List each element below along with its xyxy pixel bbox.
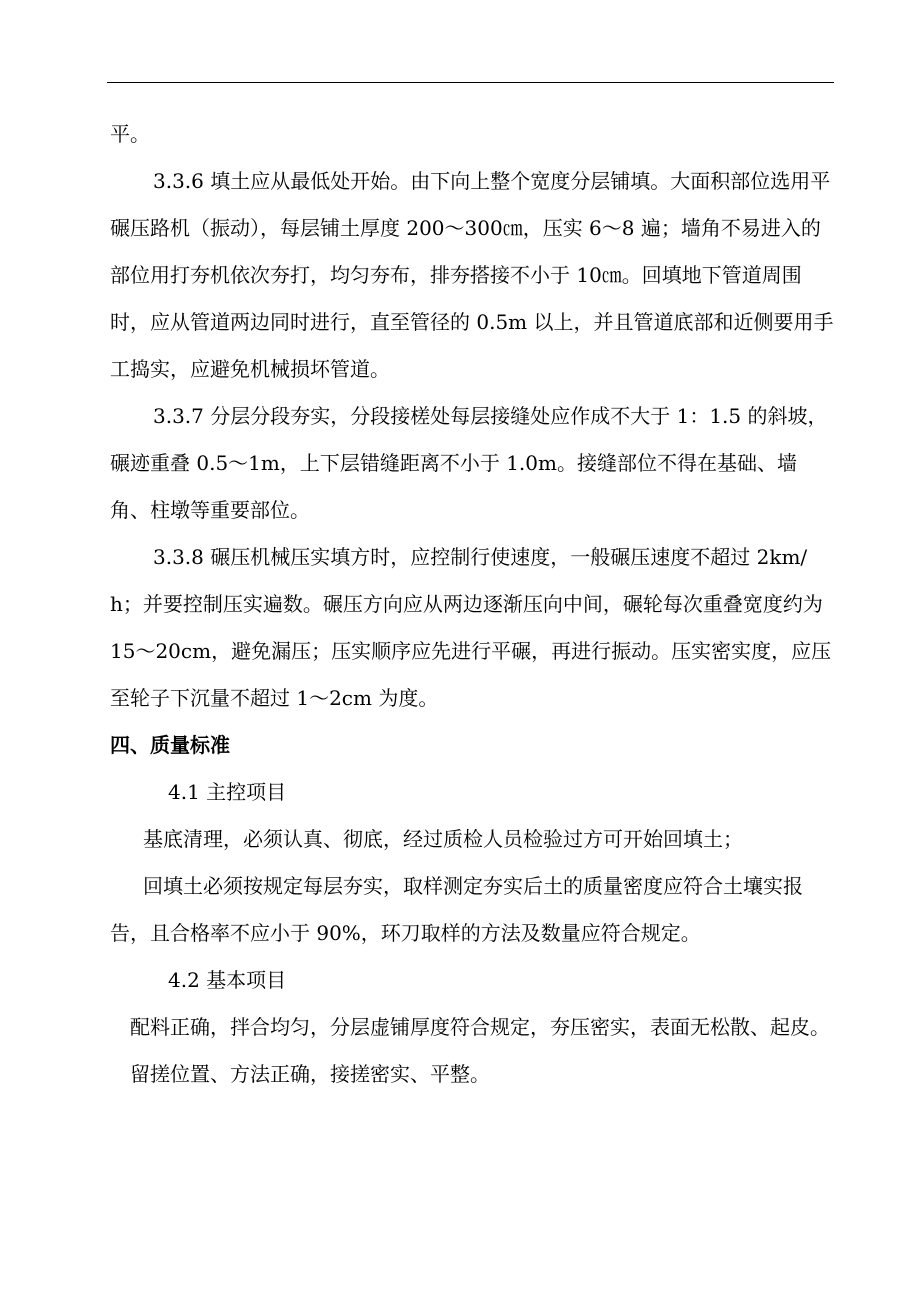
paragraph-3-3-8: 3.3.8 碾压机械压实填方时，应控制行使速度，一般碾压速度不超过 2km/h；并要控制压实遍数。碾压方向应从两边逐渐压向中间，碾轮每次重叠宽度约为 15～20cm，避免漏压；压实顺序应先进行平碾，再进行振动。压实密实度，应压至轮子下沉量不超过 1～2cm 为度。	[110, 545, 832, 710]
paragraph-3-3-6: 3.3.6 填土应从最低处开始。由下向上整个宽度分层铺填。大面积部位选用平碾压路机（振动），每层铺土厚度 200～300㎝，压实 6～8 遍；墙角不易进入的部位用打夯机依次夯打，均匀夯布，排夯搭接不小于 10㎝。回填地下管道周围时，应从管道两边同时进行，直至管径的 0.5m 以上，并且管道底部和近侧要用手工捣实，应避免机械损坏管道。	[110, 169, 834, 381]
document-body	[110, 111, 836, 1098]
paragraph-4-2-a: 配料正确，拌合均匀，分层虚铺厚度符合规定，夯压密实，表面无松散、起皮。	[130, 1015, 830, 1039]
section-heading-quality-standard: 四、质量标准	[110, 733, 230, 757]
paragraph-3-3-7: 3.3.7 分层分段夯实，分段接槎处每层接缝处应作成不大于 1：1.5 的斜坡，碾迹重叠 0.5～1m，上下层错缝距离不小于 1.0m。接缝部位不得在基础、墙角、柱墩等重要部位。	[110, 404, 828, 522]
paragraph-4-2-b: 留搓位置、方法正确，接搓密实、平整。	[130, 1062, 490, 1086]
subheading-4-1: 4.1 主控项目	[168, 780, 287, 804]
paragraph-continuation: 平。	[110, 122, 150, 146]
header-rule	[107, 82, 834, 83]
subheading-4-2: 4.2 基本项目	[168, 968, 287, 992]
paragraph-4-1-b: 回填土必须按规定每层夯实，取样测定夯实后土的质量密度应符合土壤实报告，且合格率不应小于 90%，环刀取样的方法及数量应符合规定。	[110, 874, 803, 945]
paragraph-4-1-a: 基底清理，必须认真、彻底，经过质检人员检验过方可开始回填土；	[143, 827, 743, 851]
